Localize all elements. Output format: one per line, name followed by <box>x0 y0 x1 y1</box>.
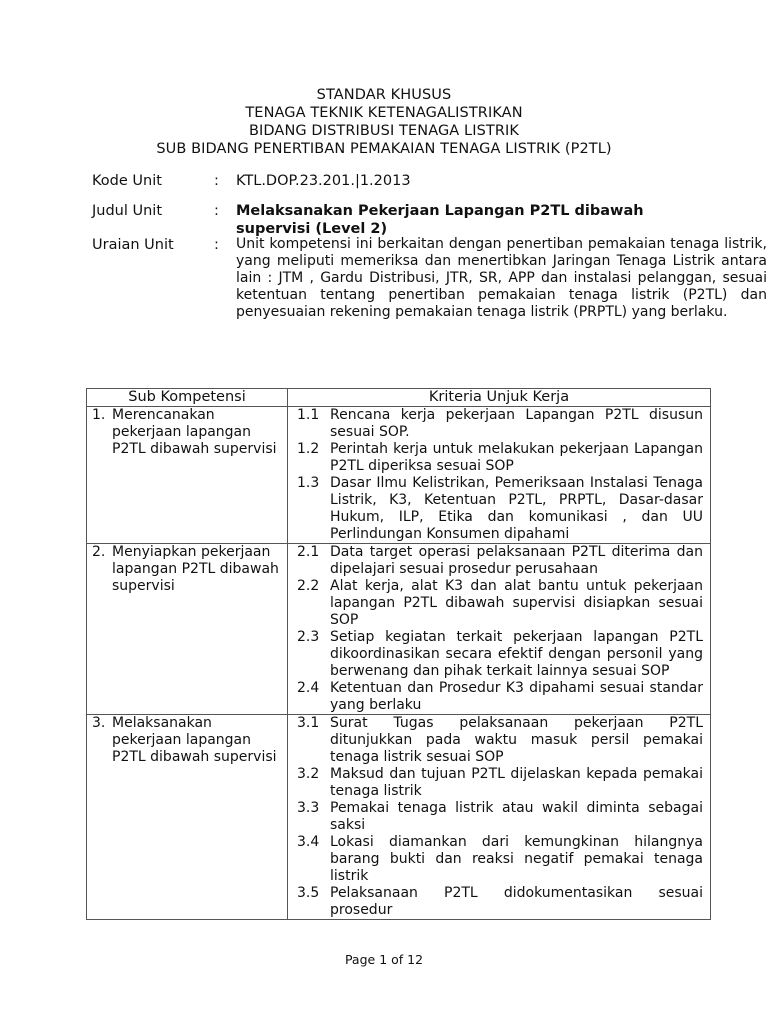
title-line-3: BIDANG DISTRIBUSI TENAGA LISTRIK <box>248 123 520 139</box>
sub-kompetensi-text: Menyiapkan pekerjaan lapangan P2TL dibawah supervisi <box>112 544 279 594</box>
table-header-row <box>87 389 711 407</box>
uraian-unit-row <box>92 236 767 356</box>
criteria-number: 2.1 <box>297 544 320 560</box>
uraian-unit-label: Uraian Unit <box>92 237 174 253</box>
criteria-text: Pelaksanaan P2TL didokumentasikan sesuai prosedur <box>330 885 703 918</box>
kode-unit-colon: : <box>214 173 219 189</box>
kriteria-cell <box>288 544 711 715</box>
criteria-number: 3.3 <box>297 800 320 816</box>
criteria-number: 3.5 <box>297 885 320 901</box>
criteria-text: Pemakai tenaga listrik atau wakil diminta sebagai saksi <box>330 800 703 833</box>
criteria-number: 2.4 <box>297 680 320 696</box>
criteria-number: 3.1 <box>297 715 320 731</box>
table-row <box>87 407 711 544</box>
criteria-text: Perintah kerja untuk melakukan pekerjaan Lapangan P2TL diperiksa sesuai SOP <box>330 441 703 474</box>
criteria-number: 2.3 <box>297 629 320 645</box>
criteria-text: Surat Tugas pelaksanaan pekerjaan P2TL ditunjukkan pada waktu masuk persil pemakai tenaga listrik sesuai SOP <box>330 715 703 765</box>
sub-kompetensi-number: 1. <box>92 407 106 423</box>
criteria-text: Setiap kegiatan terkait pekerjaan lapangan P2TL dikoordinasikan secara efektif dengan personil yang berwenang dan pihak terkait lainnya sesuai SOP <box>330 629 703 679</box>
criteria-item <box>288 475 710 543</box>
criteria-text: Data target operasi pelaksanaan P2TL diterima dan dipelajari sesuai prosedur perusahaan <box>330 544 703 577</box>
criteria-item <box>288 578 710 629</box>
header-sub-kompetensi: Sub Kompetensi <box>87 389 288 407</box>
criteria-item <box>288 885 710 919</box>
sub-kompetensi-cell <box>87 544 288 715</box>
uraian-unit-value: Unit kompetensi ini berkaitan dengan penertiban pemakaian tenaga listrik, yang meliputi memeriksa dan menertibkan Jaringan Tenaga Listrik antara lain : JTM , Gardu Distribusi, JTR, SR, APP dan instalasi pelanggan, sesuai ketentuan tentang penertiban pemakaian tenaga listrik (P2TL) dan penyesuaian rekening pemakaian tenaga listrik (PRPTL) yang berlaku. <box>236 236 767 320</box>
title-line-1: STANDAR KHUSUS <box>316 87 452 103</box>
criteria-item <box>288 441 710 475</box>
criteria-number: 1.3 <box>297 475 320 491</box>
judul-unit-colon: : <box>214 203 219 219</box>
sub-kompetensi-number: 3. <box>92 715 106 731</box>
judul-unit-value: Melaksanakan Pekerjaan Lapangan P2TL dibawah supervisi (Level 2) <box>236 203 644 237</box>
kriteria-cell <box>288 715 711 920</box>
sub-kompetensi-number: 2. <box>92 544 106 560</box>
kode-unit-value: KTL.DOP.23.201.|1.2013 <box>236 173 411 189</box>
sub-kompetensi-text: Melaksanakan pekerjaan lapangan P2TL dibawah supervisi <box>112 715 277 765</box>
sub-kompetensi-text: Merencanakan pekerjaan lapangan P2TL dibawah supervisi <box>112 407 277 457</box>
criteria-number: 2.2 <box>297 578 320 594</box>
kriteria-cell <box>288 407 711 544</box>
criteria-text: Ketentuan dan Prosedur K3 dipahami sesuai standar yang berlaku <box>330 680 703 713</box>
criteria-text: Lokasi diamankan dari kemungkinan hilangnya barang bukti dan reaksi negatif pemakai tenaga listrik <box>330 834 703 884</box>
table-row <box>87 715 711 920</box>
criteria-item <box>288 680 710 714</box>
criteria-number: 1.2 <box>297 441 320 457</box>
criteria-item <box>288 407 710 441</box>
judul-unit-label: Judul Unit <box>92 203 163 219</box>
criteria-text: Rencana kerja pekerjaan Lapangan P2TL disusun sesuai SOP. <box>330 407 703 440</box>
criteria-item <box>288 834 710 885</box>
criteria-number: 3.4 <box>297 834 320 850</box>
criteria-text: Dasar Ilmu Kelistrikan, Pemeriksaan Instalasi Tenaga Listrik, K3, Ketentuan P2TL, PRPTL, Dasar-dasar Hukum, ILP, Etika dan komunikasi , dan UU Perlindungan Konsumen dipahami <box>330 475 703 542</box>
table-row <box>87 544 711 715</box>
judul-unit-row <box>92 202 704 238</box>
criteria-text: Maksud dan tujuan P2TL dijelaskan kepada pemakai tenaga listrik <box>330 766 703 799</box>
header-kriteria-unjuk-kerja: Kriteria Unjuk Kerja <box>288 389 711 407</box>
criteria-item <box>288 715 710 766</box>
kode-unit-label: Kode Unit <box>92 173 162 189</box>
sub-kompetensi-cell <box>87 407 288 544</box>
document-title <box>0 86 768 158</box>
criteria-number: 1.1 <box>297 407 320 423</box>
criteria-item <box>288 629 710 680</box>
criteria-item <box>288 544 710 578</box>
sub-kompetensi-cell <box>87 715 288 920</box>
title-line-4: SUB BIDANG PENERTIBAN PEMAKAIAN TENAGA LISTRIK (P2TL) <box>156 141 612 157</box>
page-number-footer: Page 1 of 12 <box>344 952 424 967</box>
criteria-text: Alat kerja, alat K3 dan alat bantu untuk pekerjaan lapangan P2TL dibawah supervisi disiapkan sesuai SOP <box>330 578 703 628</box>
criteria-item <box>288 800 710 834</box>
competency-table <box>86 388 711 920</box>
uraian-unit-colon: : <box>214 237 219 253</box>
criteria-item <box>288 766 710 800</box>
title-line-2: TENAGA TEKNIK KETENAGALISTRIKAN <box>245 105 523 121</box>
criteria-number: 3.2 <box>297 766 320 782</box>
